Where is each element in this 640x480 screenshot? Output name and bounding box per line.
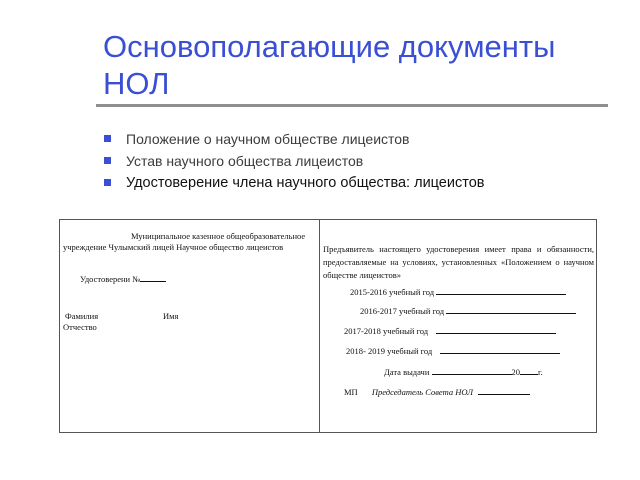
bullet-text: Положение о научном обществе лицеистов [126,131,410,147]
slide-title: Основополагающие документы НОЛ [103,29,556,101]
certificate-right-panel [320,220,596,432]
school-year-label: 2016-2017 учебный год [360,306,445,316]
bullet-item [104,151,624,171]
issue-year-blank [520,365,538,375]
signature-line [344,385,530,397]
surname-label: Фамилия [65,311,99,321]
bullet-square-icon [104,157,111,164]
signature-blank [478,385,530,395]
bullet-item [104,173,624,193]
school-year-line [344,324,556,336]
school-year-blank [436,285,566,295]
school-year-blank [440,344,560,354]
school-year-line [350,285,566,297]
bullet-item [104,129,624,149]
school-year-line [346,344,560,356]
title-divider [96,104,608,107]
school-year-blank [446,304,576,314]
name-label: Имя [163,311,179,321]
certificate-number-line [80,272,166,284]
seal-label: МП [344,387,358,397]
issue-date-label: Дата выдачи [384,367,430,377]
bullet-square-icon [104,135,111,142]
school-year-blank [436,324,556,334]
bullet-list [104,129,624,195]
issue-year-suffix: г. [538,367,543,377]
school-year-line [360,304,576,316]
certificate-intro-text: Предъявитель настоящего удостоверения имеет права и обязанности, предоставляемые на условиях, установленных «Положением о научном обществе лицеистов» [323,244,594,280]
issue-date-line [384,365,543,377]
bullet-text: Устав научного общества лицеистов [126,153,364,169]
bullet-square-icon [104,179,111,186]
school-year-label: 2018- 2019 учебный год [346,346,433,356]
certificate-number-label: Удостоверени № [80,274,141,284]
holder-name-fields [63,311,313,333]
organization-text: Муниципальное казенное общеобразовательное учреждение Чулымский лицей Научное общество лицеистов [63,231,306,252]
chair-signature-label: Председатель Совета НОЛ [371,387,474,397]
certificate-left-panel [60,220,319,432]
membership-certificate [59,219,597,433]
school-year-label: 2017-2018 учебный год [344,326,429,336]
bullet-text: Удостоверение члена научного общества: лицеистов [126,175,485,191]
patronymic-label: Отчество [63,322,97,332]
issue-date-blank [432,365,512,375]
issue-year-prefix: 20 [511,367,520,377]
school-year-label: 2015-2016 учебный год [350,287,435,297]
certificate-number-blank [140,272,166,282]
